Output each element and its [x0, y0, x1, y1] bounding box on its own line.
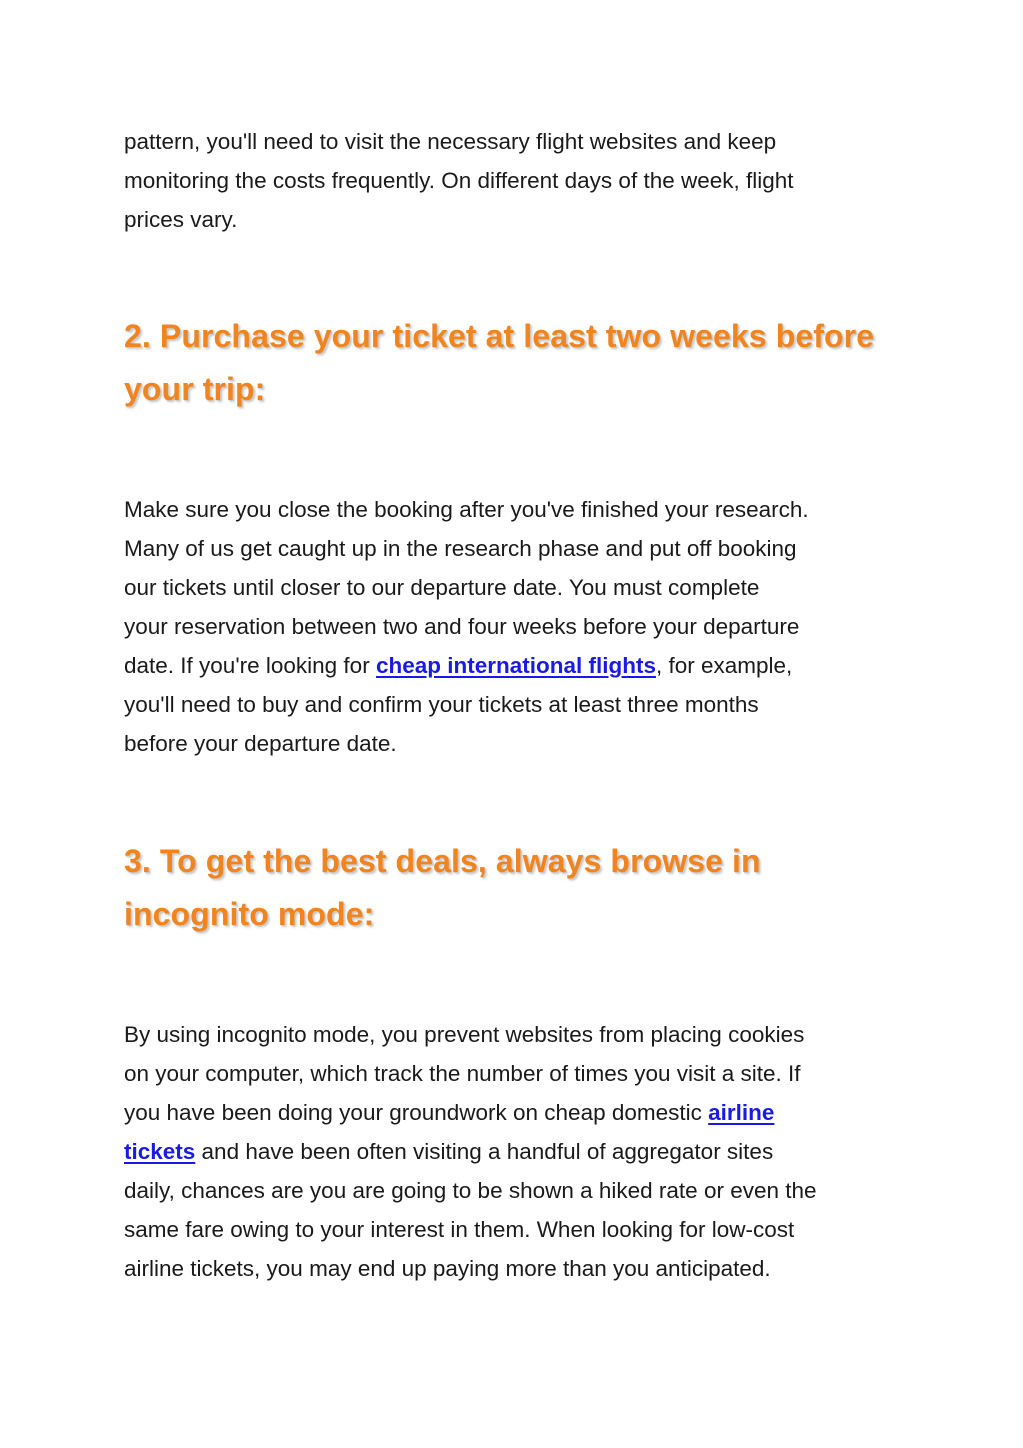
- text-line: same fare owing to your interest in them. When looking for low-cost: [124, 1217, 795, 1242]
- section-3-paragraph: [124, 1015, 924, 1288]
- text-line: Many of us get caught up in the research phase and put off booking: [124, 536, 797, 561]
- heading-line: 3. To get the best deals, always browse in: [124, 843, 761, 879]
- text-line: Make sure you close the booking after you've finished your research.: [124, 497, 809, 522]
- heading-line: your trip:: [124, 371, 266, 407]
- section-2-heading: [124, 310, 944, 416]
- text-line-with-link: [124, 1093, 924, 1132]
- text-line: on your computer, which track the number of times you visit a site. If: [124, 1061, 801, 1086]
- text-line: monitoring the costs frequently. On different days of the week, flight: [124, 168, 794, 193]
- text-line-with-link: [124, 646, 924, 685]
- text-fragment: and have been often visiting a handful of aggregator sites: [195, 1139, 774, 1164]
- text-line: you'll need to buy and confirm your tickets at least three months: [124, 692, 759, 717]
- section-3-heading: [124, 835, 944, 941]
- cheap-international-flights-link[interactable]: cheap international flights: [375, 653, 656, 678]
- text-line: airline tickets, you may end up paying more than you anticipated.: [124, 1256, 771, 1281]
- text-line: daily, chances are you are going to be shown a hiked rate or even the: [124, 1178, 817, 1203]
- text-line: By using incognito mode, you prevent websites from placing cookies: [124, 1022, 805, 1047]
- heading-line: incognito mode:: [124, 896, 375, 932]
- airline-tickets-link-part-2[interactable]: tickets: [124, 1139, 196, 1164]
- text-fragment: you have been doing your groundwork on cheap domestic: [124, 1100, 709, 1125]
- text-fragment: date. If you're looking for: [124, 653, 376, 678]
- heading-line: 2. Purchase your ticket at least two weeks before: [124, 318, 875, 354]
- text-line-with-link: [124, 1132, 924, 1171]
- text-fragment: , for example,: [655, 653, 793, 678]
- text-line: pattern, you'll need to visit the necessary flight websites and keep: [124, 129, 777, 154]
- text-line: our tickets until closer to our departure date. You must complete: [124, 575, 760, 600]
- text-line: before your departure date.: [124, 731, 397, 756]
- section-2-paragraph: [124, 490, 924, 763]
- text-line: prices vary.: [124, 207, 238, 232]
- intro-paragraph: [124, 122, 924, 239]
- text-line: your reservation between two and four weeks before your departure: [124, 614, 800, 639]
- airline-tickets-link-part-1[interactable]: airline: [708, 1100, 775, 1125]
